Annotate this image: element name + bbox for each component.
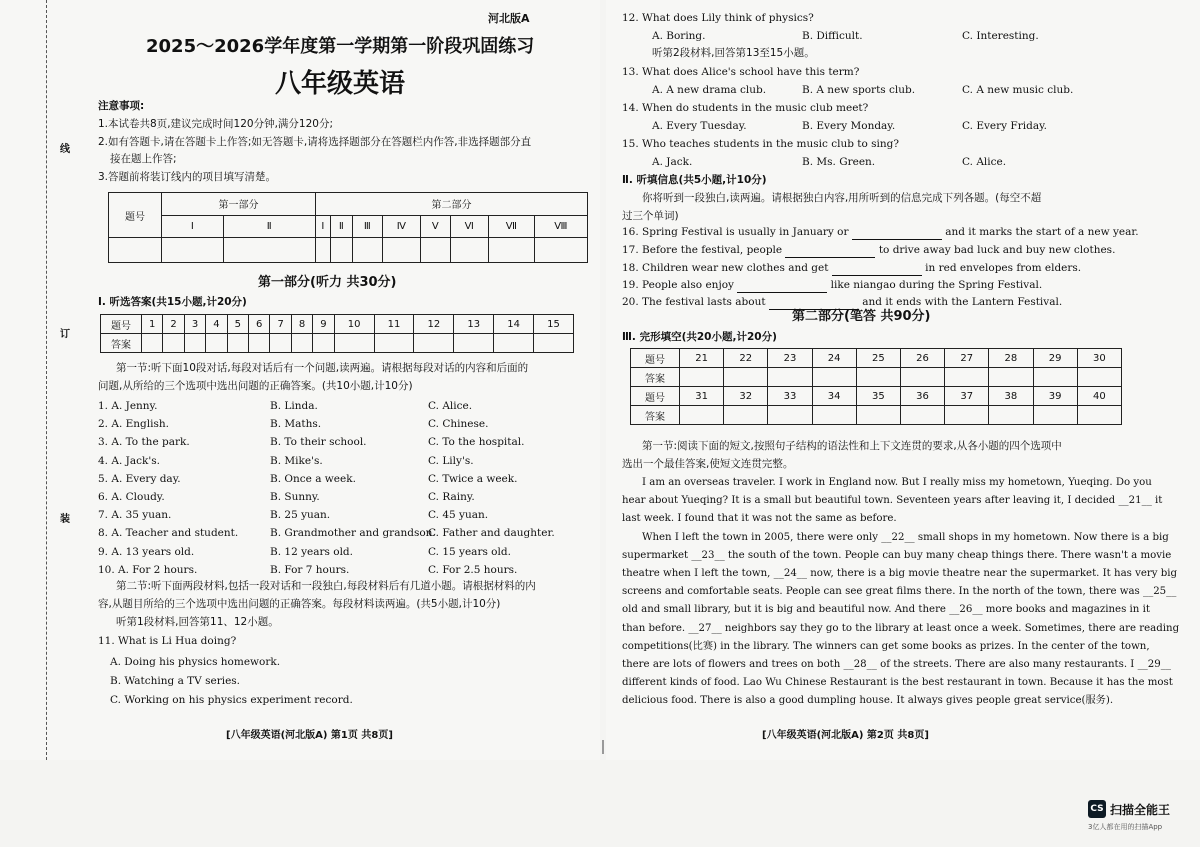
cloze-label: 题号 (631, 349, 680, 368)
score-col: Ⅱ (223, 215, 315, 238)
option-b[interactable]: B. Once a week. (270, 472, 356, 485)
option-c[interactable]: C. Father and daughter. (428, 527, 555, 540)
passage-line: screens and comfortable seats. People can see great films there. In the north of the town, there was __25__ (622, 586, 1177, 598)
option[interactable]: C. A new music club. (962, 84, 1074, 96)
cloze-label: 答案 (631, 406, 680, 425)
question-14: 14. When do students in the music club meet? (622, 102, 869, 114)
section1-instruction: 问题,从所给的三个选项中选出问题的正确答案。(共10小题,计10分) (98, 380, 413, 392)
option-c[interactable]: C. Alice. (428, 400, 473, 412)
note-line: 接在题上作答; (110, 153, 177, 165)
answer-num: 6 (249, 315, 270, 334)
option[interactable]: C. Every Friday. (962, 120, 1047, 132)
note-line: 3.答题前将装订线内的项目填写清楚。 (98, 171, 277, 183)
fill-text: 20. The festival lasts about (622, 296, 766, 308)
cloze-table (630, 348, 1122, 425)
option[interactable]: A. Every Tuesday. (652, 120, 747, 132)
fill-text: to drive away bad luck and buy new clothes. (878, 244, 1116, 256)
question-option-a[interactable]: 3. A. To the park. (98, 436, 190, 449)
cloze-num: 23 (768, 349, 812, 368)
fill-blank[interactable] (785, 244, 875, 258)
section2-instruction: 你将听到一段独白,读两遍。请根据独白内容,用所听到的信息完成下列各题。(每空不超 (642, 192, 1042, 204)
section3-instruction: 第一节:阅读下面的短文,按照句子结构的语法性和上下文连贯的要求,从各小题的四个选项中 (642, 440, 1062, 452)
passage-line: old and small library, but it is big and beautiful now. And there __26__ more books and magazines in it (622, 604, 1150, 616)
score-table-label: 题号 (109, 193, 162, 238)
answer-num: 5 (227, 315, 248, 334)
cloze-num: 34 (812, 387, 856, 406)
fill-blank[interactable] (769, 296, 859, 310)
score-table-part1: 第一部分 (162, 193, 316, 216)
scanner-logo-icon: CS (1088, 800, 1106, 818)
answer-num: 4 (206, 315, 227, 334)
score-cell[interactable] (162, 238, 224, 263)
answer-num: 10 (334, 315, 374, 334)
answer-num: 1 (142, 315, 163, 334)
page-divider (602, 740, 604, 754)
section2-instruction: 容,从题目所给的三个选项中选出问题的正确答案。每段材料读两遍。(共5小题,计10分) (98, 598, 501, 610)
scanner-logo (1088, 800, 1170, 818)
option-b[interactable]: B. Sunny. (270, 491, 320, 503)
option[interactable]: B. Ms. Green. (802, 156, 876, 168)
score-col: Ⅱ (330, 215, 352, 238)
answer-num: 14 (494, 315, 534, 334)
cloze-cell[interactable] (1033, 368, 1077, 387)
fill-text: 18. Children wear new clothes and get (622, 262, 829, 274)
cloze-num: 27 (945, 349, 989, 368)
option[interactable]: C. Working on his physics experiment record. (110, 694, 353, 706)
cloze-num: 37 (945, 387, 989, 406)
option[interactable]: B. Difficult. (802, 30, 863, 42)
cloze-num: 32 (724, 387, 768, 406)
cloze-label: 答案 (631, 368, 680, 387)
answer-cell[interactable] (374, 334, 414, 353)
answer-num: 7 (270, 315, 291, 334)
page-footer: [八年级英语(河北版A) 第1页 共8页] (226, 730, 393, 741)
cloze-num: 33 (768, 387, 812, 406)
part2-title: 第二部分(笔答 共90分) (792, 309, 931, 324)
score-col: Ⅵ (450, 215, 488, 238)
fill-blank[interactable] (832, 262, 922, 276)
option-b[interactable]: B. Grandmother and grandson. (270, 527, 436, 540)
cloze-cell[interactable] (989, 368, 1033, 387)
score-cell[interactable] (330, 238, 352, 263)
answer-cell[interactable] (313, 334, 334, 353)
cloze-cell[interactable] (945, 406, 989, 425)
answer-cell[interactable] (142, 334, 163, 353)
answer-cell[interactable] (163, 334, 184, 353)
left-page (0, 0, 600, 760)
section2-title: Ⅱ. 听填信息(共5小题,计10分) (622, 174, 767, 186)
cloze-num: 21 (680, 349, 724, 368)
question-option-a[interactable]: 7. A. 35 yuan. (98, 509, 172, 522)
cloze-cell[interactable] (680, 368, 724, 387)
score-cell[interactable] (352, 238, 382, 263)
option-c[interactable]: C. 45 yuan. (428, 509, 489, 522)
score-cell[interactable] (315, 238, 330, 263)
cloze-cell[interactable] (945, 368, 989, 387)
passage-line: different kinds of food. Lao Wu Chinese Restaurant is the best restaurant in town. Because it has the most (622, 677, 1173, 689)
cloze-num: 22 (724, 349, 768, 368)
cloze-num: 26 (900, 349, 944, 368)
answer-cell[interactable] (534, 334, 574, 353)
option[interactable]: B. Watching a TV series. (110, 675, 241, 687)
score-cell[interactable] (534, 238, 587, 263)
fill-text: and it ends with the Lantern Festival. (862, 296, 1063, 308)
section3-title: Ⅲ. 完形填空(共20小题,计20分) (622, 331, 777, 343)
score-col: Ⅶ (488, 215, 534, 238)
fill-text: and it marks the start of a new year. (945, 226, 1139, 238)
answer-num: 9 (313, 315, 334, 334)
option-b[interactable]: B. Mike's. (270, 454, 323, 467)
section2-instruction: 过三个单词) (622, 210, 679, 222)
fill-blank[interactable] (852, 226, 942, 240)
answer-num: 2 (163, 315, 184, 334)
option-c[interactable]: C. Chinese. (428, 418, 489, 431)
answer-cell[interactable] (494, 334, 534, 353)
binding-margin (0, 0, 47, 760)
cloze-cell[interactable] (989, 406, 1033, 425)
option-b[interactable]: B. For 7 hours. (270, 563, 350, 576)
answer-cell[interactable] (249, 334, 270, 353)
option[interactable]: B. A new sports club. (802, 84, 916, 96)
page-footer: [八年级英语(河北版A) 第2页 共8页] (762, 730, 929, 741)
score-col: Ⅴ (421, 215, 450, 238)
answer-num: 13 (454, 315, 494, 334)
cloze-cell[interactable] (768, 368, 812, 387)
cloze-num: 24 (812, 349, 856, 368)
passage-line: there are lots of flowers and trees on both __28__ of the streets. There are also many restaurants. I __29__ (622, 659, 1171, 670)
exam-title: 2025～2026学年度第一学期第一阶段巩固练习 (146, 36, 535, 57)
answer-num: 3 (184, 315, 205, 334)
cloze-cell[interactable] (1077, 368, 1121, 387)
cloze-num: 40 (1077, 387, 1121, 406)
cloze-num: 30 (1077, 349, 1121, 368)
cloze-cell[interactable] (856, 368, 900, 387)
answer-cell[interactable] (414, 334, 454, 353)
part1-title: 第一部分(听力 共30分) (258, 275, 397, 290)
section2-instruction: 第二节:听下面两段材料,包括一段对话和一段独白,每段材料后有几道小题。请根据材料的内 (116, 580, 536, 592)
fill-question (622, 226, 1139, 240)
answer-table-label: 题号 (101, 315, 142, 334)
material-label: 听第2段材料,回答第13至15小题。 (652, 47, 815, 59)
score-col: Ⅰ (162, 215, 224, 238)
cloze-num: 35 (856, 387, 900, 406)
section1-instruction: 第一节:听下面10段对话,每段对话后有一个问题,读两遍。请根据每段对话的内容和后面的 (116, 362, 529, 374)
score-cell[interactable] (382, 238, 420, 263)
answer-num: 15 (534, 315, 574, 334)
passage-line: last week. I found that it was not the same as before. (622, 513, 897, 525)
right-page (606, 0, 1200, 760)
question-option-a[interactable]: 1. A. Jenny. (98, 400, 158, 412)
answer-cell[interactable] (184, 334, 205, 353)
question-11: 11. What is Li Hua doing? (98, 635, 237, 647)
fill-text: in red envelopes from elders. (925, 262, 1082, 274)
passage-line: theatre when I left the town, __24__ now, there is a big movie theatre near the supermarket. It has very big (622, 568, 1178, 579)
option[interactable]: A. A new drama club. (652, 84, 767, 96)
option[interactable]: A. Doing his physics homework. (110, 656, 281, 668)
question-option-a[interactable]: 2. A. English. (98, 418, 169, 431)
cloze-cell[interactable] (856, 406, 900, 425)
answer-cell[interactable] (227, 334, 248, 353)
passage-line: competitions(比赛) in the library. The winners can get some books as prizes. In the center of the town, (622, 640, 1150, 652)
question-option-a[interactable]: 5. A. Every day. (98, 472, 181, 485)
section1-title: Ⅰ. 听选答案(共15小题,计20分) (98, 296, 247, 308)
subject-title: 八年级英语 (275, 69, 406, 99)
scanner-tagline: 3亿人都在用的扫描App (1088, 823, 1163, 831)
cloze-cell[interactable] (1033, 406, 1077, 425)
score-col: Ⅳ (382, 215, 420, 238)
cloze-num: 36 (900, 387, 944, 406)
cloze-cell[interactable] (1077, 406, 1121, 425)
question-12: 12. What does Lily think of physics? (622, 12, 814, 24)
question-option-a[interactable]: 4. A. Jack's. (98, 454, 160, 467)
score-table (108, 192, 588, 263)
cloze-label: 题号 (631, 387, 680, 406)
cloze-num: 29 (1033, 349, 1077, 368)
cloze-num: 39 (1033, 387, 1077, 406)
answer-cell[interactable] (291, 334, 312, 353)
passage-line: hear about Yueqing? It is a small but beautiful town. Seventeen years after leaving it, I decided __21__ it (622, 495, 1163, 507)
cloze-cell[interactable] (724, 368, 768, 387)
cloze-cell[interactable] (768, 406, 812, 425)
note-line: 2.如有答题卡,请在答题卡上作答;如无答题卡,请将选择题部分在答题栏内作答,非选择题部分直 (98, 136, 532, 148)
section3-instruction: 选出一个最佳答案,使短文连贯完整。 (622, 458, 794, 470)
fill-question (622, 244, 1115, 258)
cloze-num: 28 (989, 349, 1033, 368)
score-cell[interactable] (109, 238, 162, 263)
question-15: 15. Who teaches students in the music club to sing? (622, 138, 900, 150)
passage-line: delicious food. There is also a good dumpling house. It always gives people great service(服务). (622, 695, 1114, 707)
passage-line: than before. __27__ neighbors say they go to the library at least once a week. Sometimes, there are reading (622, 622, 1180, 634)
cloze-num: 25 (856, 349, 900, 368)
option-c[interactable]: C. Lily's. (428, 454, 474, 467)
answer-table-label: 答案 (101, 334, 142, 353)
fill-text: like niangao during the Spring Festival. (830, 279, 1043, 291)
cloze-num: 31 (680, 387, 724, 406)
score-cell[interactable] (421, 238, 450, 263)
fill-question (622, 262, 1081, 276)
option-c[interactable]: C. To the hospital. (428, 436, 525, 449)
material-label: 听第1段材料,回答第11、12小题。 (116, 616, 279, 628)
fill-question (622, 296, 1062, 310)
cloze-cell[interactable] (724, 406, 768, 425)
score-cell[interactable] (488, 238, 534, 263)
cloze-num: 38 (989, 387, 1033, 406)
score-cell[interactable] (450, 238, 488, 263)
cloze-cell[interactable] (812, 406, 856, 425)
score-cell[interactable] (223, 238, 315, 263)
score-col: Ⅷ (534, 215, 587, 238)
passage-line: I am an overseas traveler. I work in England now. But I really miss my hometown, Yueqing. Do you (642, 477, 1152, 488)
option-b[interactable]: B. Linda. (270, 400, 318, 412)
fill-text: 19. People also enjoy (622, 279, 734, 291)
edition-label: 河北版A (488, 12, 530, 25)
answer-table (100, 314, 574, 353)
option[interactable]: A. Boring. (652, 30, 706, 42)
cloze-cell[interactable] (900, 368, 944, 387)
answer-num: 11 (374, 315, 414, 334)
option-c[interactable]: C. Twice a week. (428, 472, 518, 485)
score-col: Ⅰ (315, 215, 330, 238)
note-line: 1.本试卷共8页,建议完成时间120分钟,满分120分; (98, 118, 333, 130)
option[interactable]: A. Jack. (652, 156, 693, 168)
fill-question (622, 279, 1042, 293)
cloze-cell[interactable] (680, 406, 724, 425)
score-table-part2: 第二部分 (315, 193, 587, 216)
binding-label: 订 (60, 329, 70, 340)
option-b[interactable]: B. Maths. (270, 418, 322, 431)
option[interactable]: B. Every Monday. (802, 120, 896, 132)
answer-cell[interactable] (270, 334, 291, 353)
fill-text: 16. Spring Festival is usually in January or (622, 226, 849, 238)
option-c[interactable]: C. For 2.5 hours. (428, 563, 518, 576)
option[interactable]: C. Interesting. (962, 30, 1039, 42)
answer-cell[interactable] (334, 334, 374, 353)
option[interactable]: C. Alice. (962, 156, 1007, 168)
question-option-a[interactable]: 8. A. Teacher and student. (98, 527, 239, 540)
option-c[interactable]: C. Rainy. (428, 491, 475, 503)
answer-num: 8 (291, 315, 312, 334)
fill-blank[interactable] (737, 279, 827, 293)
question-option-a[interactable]: 10. A. For 2 hours. (98, 563, 198, 576)
notes-title: 注意事项: (98, 100, 145, 112)
passage-line: supermarket __23__ the south of the town. People can buy many cheap things there. There wasn't a movie (622, 549, 1172, 561)
passage-line: When I left the town in 2005, there were only __22__ small shops in my hometown. Now there is a big (642, 531, 1169, 543)
answer-cell[interactable] (454, 334, 494, 353)
binding-label: 装 (60, 514, 70, 525)
option-b[interactable]: B. To their school. (270, 436, 367, 449)
cloze-cell[interactable] (900, 406, 944, 425)
question-option-a[interactable]: 6. A. Cloudy. (98, 491, 165, 503)
option-b[interactable]: B. 12 years old. (270, 545, 353, 558)
scanner-name: 扫描全能王 (1110, 802, 1171, 817)
answer-cell[interactable] (206, 334, 227, 353)
score-col: Ⅲ (352, 215, 382, 238)
option-c[interactable]: C. 15 years old. (428, 545, 511, 558)
option-b[interactable]: B. 25 yuan. (270, 509, 331, 522)
answer-num: 12 (414, 315, 454, 334)
question-option-a[interactable]: 9. A. 13 years old. (98, 545, 195, 558)
cloze-cell[interactable] (812, 368, 856, 387)
question-13: 13. What does Alice's school have this term? (622, 66, 860, 78)
binding-label: 线 (60, 144, 70, 155)
fill-text: 17. Before the festival, people (622, 244, 783, 256)
